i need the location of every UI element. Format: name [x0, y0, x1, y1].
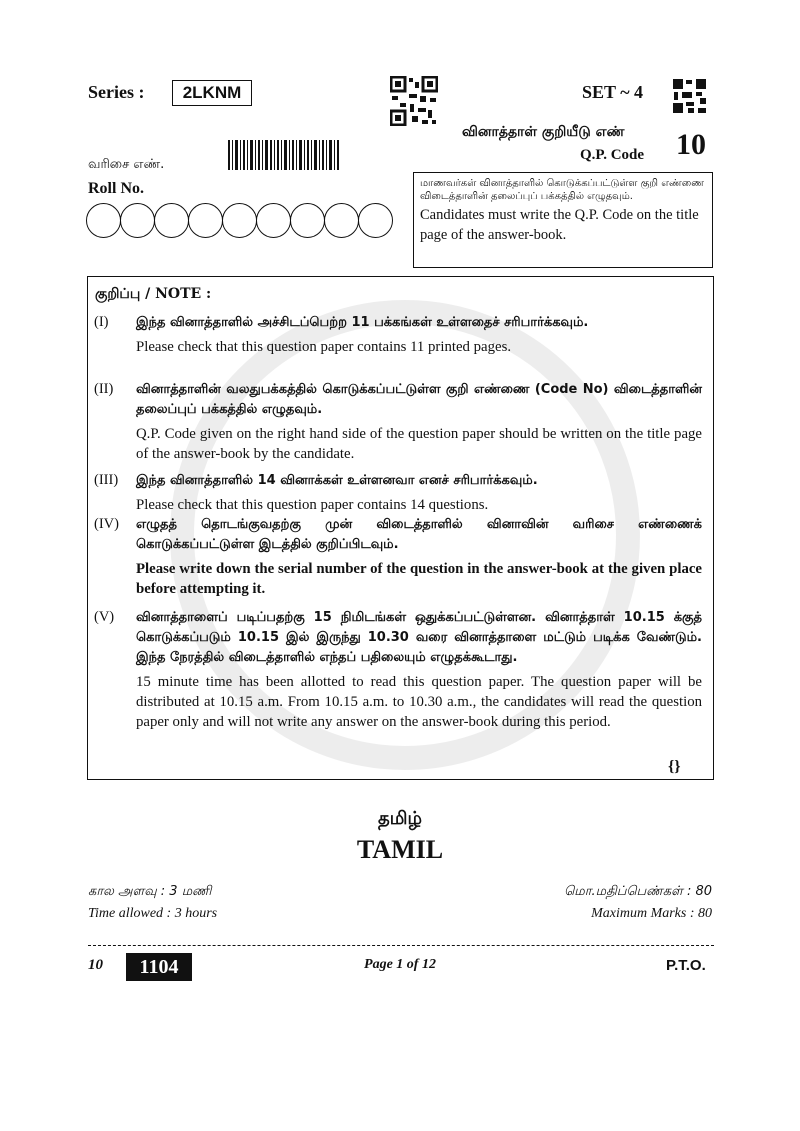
subject-tamil: தமிழ் [378, 808, 422, 829]
note-item-number: (I) [94, 314, 109, 330]
set-label: SET ~ 4 [582, 82, 644, 102]
subject-english: TAMIL [356, 835, 444, 864]
qp-code-value: 10 [676, 128, 706, 161]
time-allowed-english: Time allowed : 3 hours [88, 906, 218, 921]
note-item-tamil: இந்த வினாத்தாளில் 14 வினாக்கள் உள்ளனவா எனச் சரிபார்க்கவும். [136, 473, 538, 488]
note-item-tamil: வினாத்தாளின் வலதுபக்கத்தில் கொடுக்கப்பட்டுள்ள குறி எண்ணை (Code No) விடைத்தாளின் தலைப்புப் பக்கத்தில் எழுதவும். [136, 382, 702, 417]
note-item-english: Please write down the serial number of the question in the answer-book at the given place before attempting it. [136, 561, 702, 597]
page-number: Page 1 of 12 [364, 957, 436, 972]
note-item-4 [136, 515, 702, 599]
note-item-number: (III) [94, 472, 119, 488]
note-item-english: Please check that this question paper contains 14 questions. [136, 497, 489, 513]
set-code-icon [672, 78, 708, 114]
note-item-english: Please check that this question paper contains 11 printed pages. [136, 339, 512, 355]
footer-code-box: 1104 [126, 953, 192, 981]
note-item-tamil: வினாத்தாளைப் படிப்பதற்கு 15 நிமிடங்கள் ஒதுக்கப்பட்டுள்ளன. வினாத்தாள் 10.15 க்குத் கொடுக்கப்படும் 10.15 இல் இருந்து 10.30 வரை வினாத்தாளை மட்டும் படிக்க வேண்டும். இந்த நேரத்தில் விடைத்தாளில் எந்தப் பதிலையும் எழுதக்கூடாது. [136, 610, 702, 665]
note-item-number: (IV) [94, 516, 119, 532]
roll-digit-3[interactable] [154, 203, 189, 238]
note-item-number: (II) [94, 381, 114, 397]
pto-label: P.T.O. [666, 957, 706, 974]
roll-digit-1[interactable] [86, 203, 121, 238]
note-item-5 [136, 608, 702, 732]
note-item-tamil: எழுதத் தொடங்குவதற்கு முன் விடைத்தாளில் வினாவின் வரிசை எண்ணைக் கொடுக்கப்பட்டுள்ள இடத்தில் குறிப்பிடவும். [136, 517, 702, 552]
qr-code-icon [390, 76, 438, 126]
note-item-english: 15 minute time has been allotted to read this question paper. The question paper will be distributed at 10.15 a.m. From 10.15 a.m. to 10.30 a.m., the candidates will read the question paper only and will not write any answer on the answer-book during this period. [136, 674, 702, 730]
note-item-english: Q.P. Code given on the right hand side of the question paper should be written on the title page of the answer-book by the candidate. [136, 426, 702, 462]
varisai-label: வரிசை எண். [88, 157, 165, 172]
note-item-1 [136, 313, 702, 357]
roll-digit-6[interactable] [256, 203, 291, 238]
candidate-instruction-box [413, 172, 713, 268]
note-item-3 [136, 471, 702, 515]
series-label: Series : [88, 82, 145, 102]
roll-digit-2[interactable] [120, 203, 155, 238]
roll-no-boxes[interactable] [86, 203, 392, 238]
footer-number: 10 [88, 957, 103, 973]
max-marks-tamil: மொ.மதிப்பெண்கள் : 80 [564, 884, 712, 899]
roll-digit-7[interactable] [290, 203, 325, 238]
roll-digit-5[interactable] [222, 203, 257, 238]
candidate-instruction-english: Candidates must write the Q.P. Code on the title page of the answer-book. [420, 207, 699, 243]
max-marks-english: Maximum Marks : 80 [591, 906, 712, 921]
roll-no-label: Roll No. [88, 180, 144, 197]
footer-divider [88, 945, 714, 946]
qp-code-tamil-label: வினாத்தாள் குறியீடு எண் [462, 124, 625, 140]
qp-code-label: Q.P. Code [580, 147, 645, 163]
roll-digit-8[interactable] [324, 203, 359, 238]
roll-digit-9[interactable] [358, 203, 393, 238]
roll-digit-4[interactable] [188, 203, 223, 238]
series-code-box: 2LKNM [172, 80, 252, 106]
note-item-tamil: இந்த வினாத்தாளில் அச்சிடப்பெற்ற 11 பக்கங்கள் உள்ளதைச் சரிபார்க்கவும். [136, 315, 589, 330]
braces-mark: {} [668, 758, 681, 775]
barcode-icon [228, 140, 340, 170]
time-allowed-tamil: கால அளவு : 3 மணி [88, 884, 212, 899]
candidate-instruction-tamil: மாணவர்கள் வினாத்தாளில் கொடுக்கப்பட்டுள்ள குறி எண்ணை விடைத்தாளின் தலைப்புப் பக்கத்தில் எழுதவும். [420, 178, 704, 202]
note-heading: குறிப்பு / NOTE : [95, 286, 212, 302]
note-item-2 [136, 380, 702, 464]
note-item-number: (V) [94, 609, 115, 625]
